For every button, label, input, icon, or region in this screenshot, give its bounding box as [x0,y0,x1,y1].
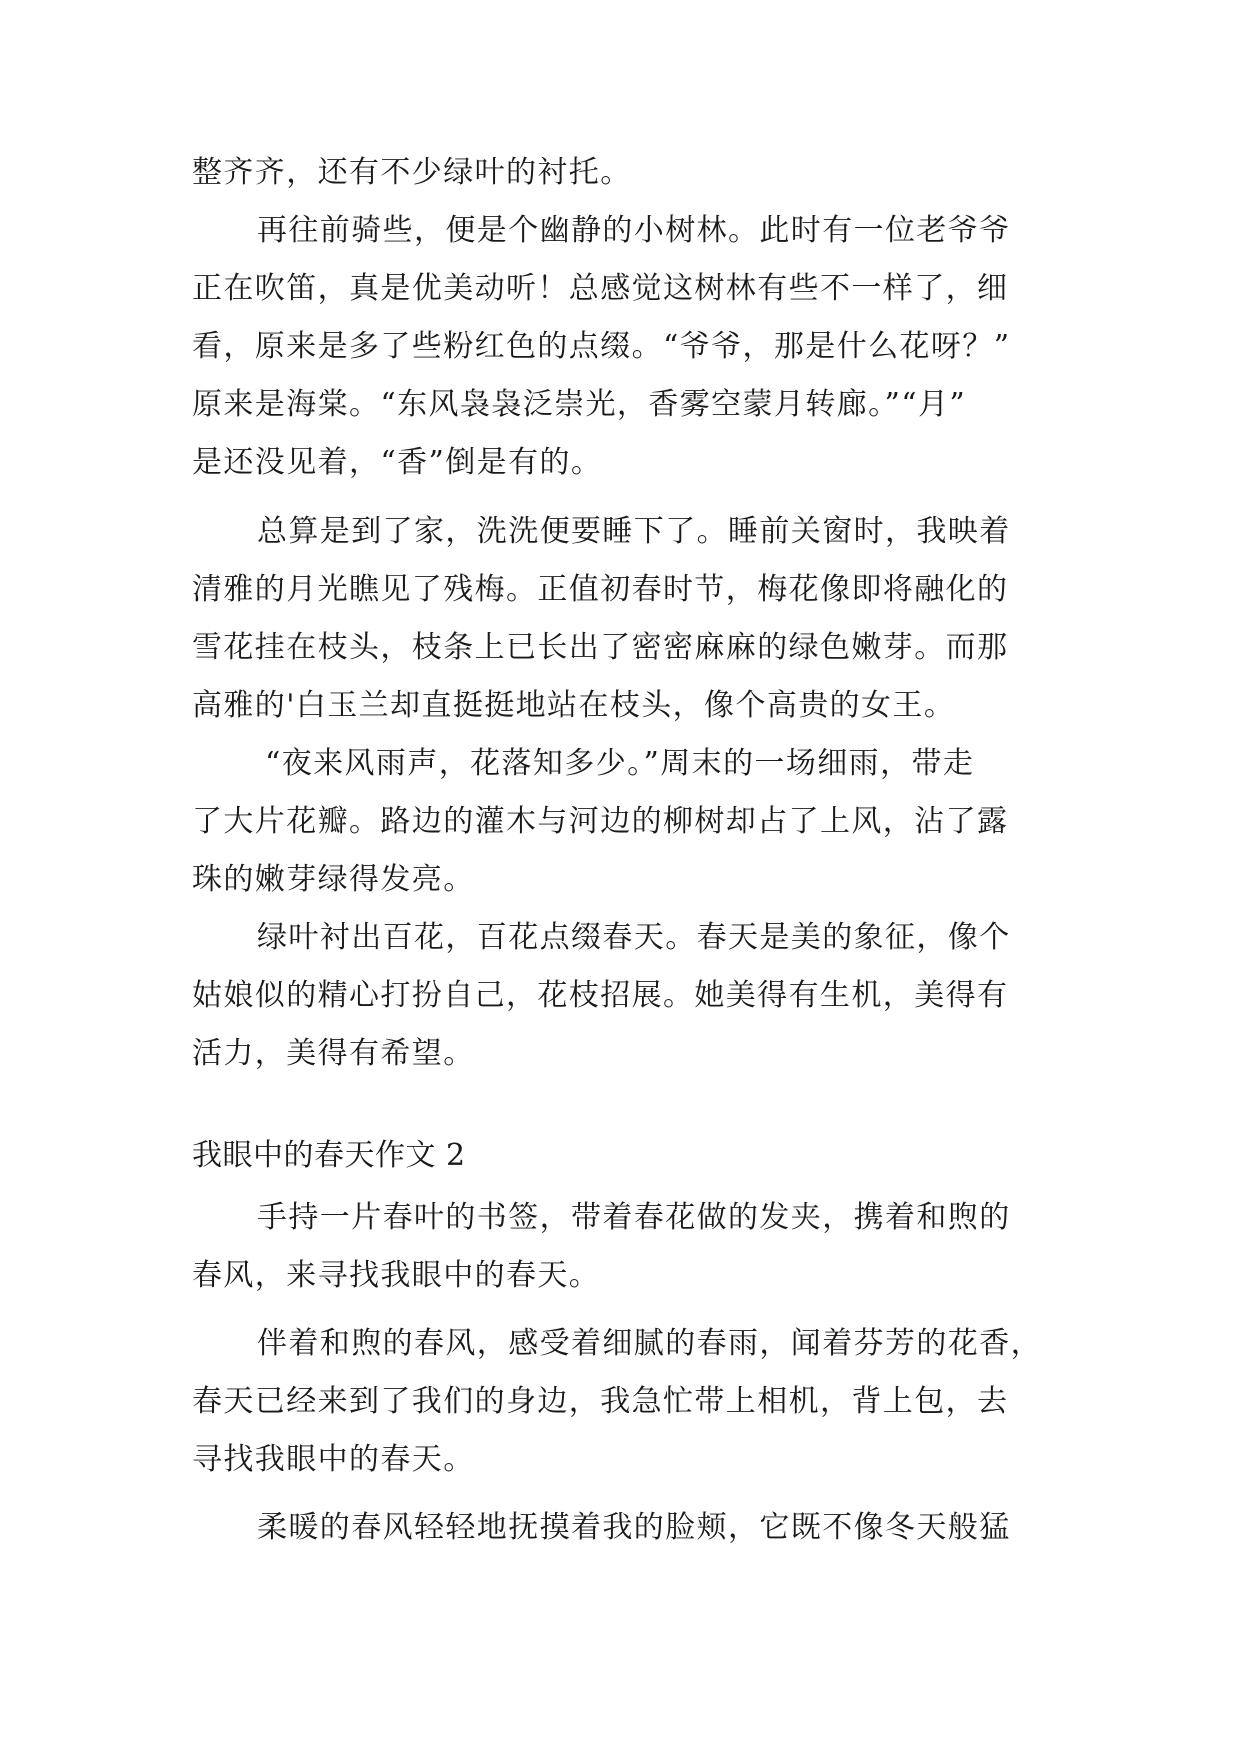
text-line: 伴着和煦的春风，感受着细腻的春雨，闻着芬芳的花香， [257,1326,1042,1361]
text-line: 春天已经来到了我们的身边，我急忙带上相机，背上包，去 [192,1384,1009,1419]
text-line: 绿叶衬出百花，百花点缀春天。春天是美的象征，像个 [257,920,1011,955]
text-line: 手持一片春叶的书签，带着春花做的发夹，携着和煦的 [257,1200,1011,1235]
text-line: 珠的嫩芽绿得发亮。 [192,862,475,897]
text-line: 再往前骑些，便是个幽静的小树林。此时有一位老爷爷 [257,213,1011,248]
text-line: 高雅的'白玉兰却直挺挺地站在枝头，像个高贵的女王。 [192,688,956,723]
text-line: 雪花挂在枝头，枝条上已长出了密密麻麻的绿色嫩芽。而那 [192,630,1009,665]
text-line: 原来是海棠。“东风袅袅泛崇光，香雾空蒙月转廊。”“月” [192,387,967,422]
text-line: 了大片花瓣。路边的灌木与河边的柳树却占了上风，沾了露 [192,804,1009,839]
text-line: 柔暖的春风轻轻地抚摸着我的脸颊，它既不像冬天般猛 [257,1510,1011,1545]
text-line: 清雅的月光瞧见了残梅。正值初春时节，梅花像即将融化的 [192,572,1009,607]
text-line: 正在吹笛，真是优美动听！总感觉这树林有些不一样了，细 [192,271,1009,306]
section-heading: 我眼中的春天作文 2 [192,1138,466,1173]
text-line: 姑娘似的精心打扮自己，花枝招展。她美得有生机，美得有 [192,978,1009,1013]
text-line: 寻找我眼中的春天。 [192,1442,475,1477]
text-line: 是还没见着，“香”倒是有的。 [192,445,603,480]
text-line: 春风，来寻找我眼中的春天。 [192,1258,601,1293]
text-line: 总算是到了家，洗洗便要睡下了。睡前关窗时，我映着 [257,514,1011,549]
text-line: 整齐齐，还有不少绿叶的衬托。 [192,155,632,190]
text-line: “夜来风雨声，花落知多少。”周末的一场细雨，带走 [265,746,975,781]
text-line: 看，原来是多了些粉红色的点缀。“爷爷，那是什么花呀？” [192,329,1011,364]
text-line: 活力，美得有希望。 [192,1036,475,1071]
